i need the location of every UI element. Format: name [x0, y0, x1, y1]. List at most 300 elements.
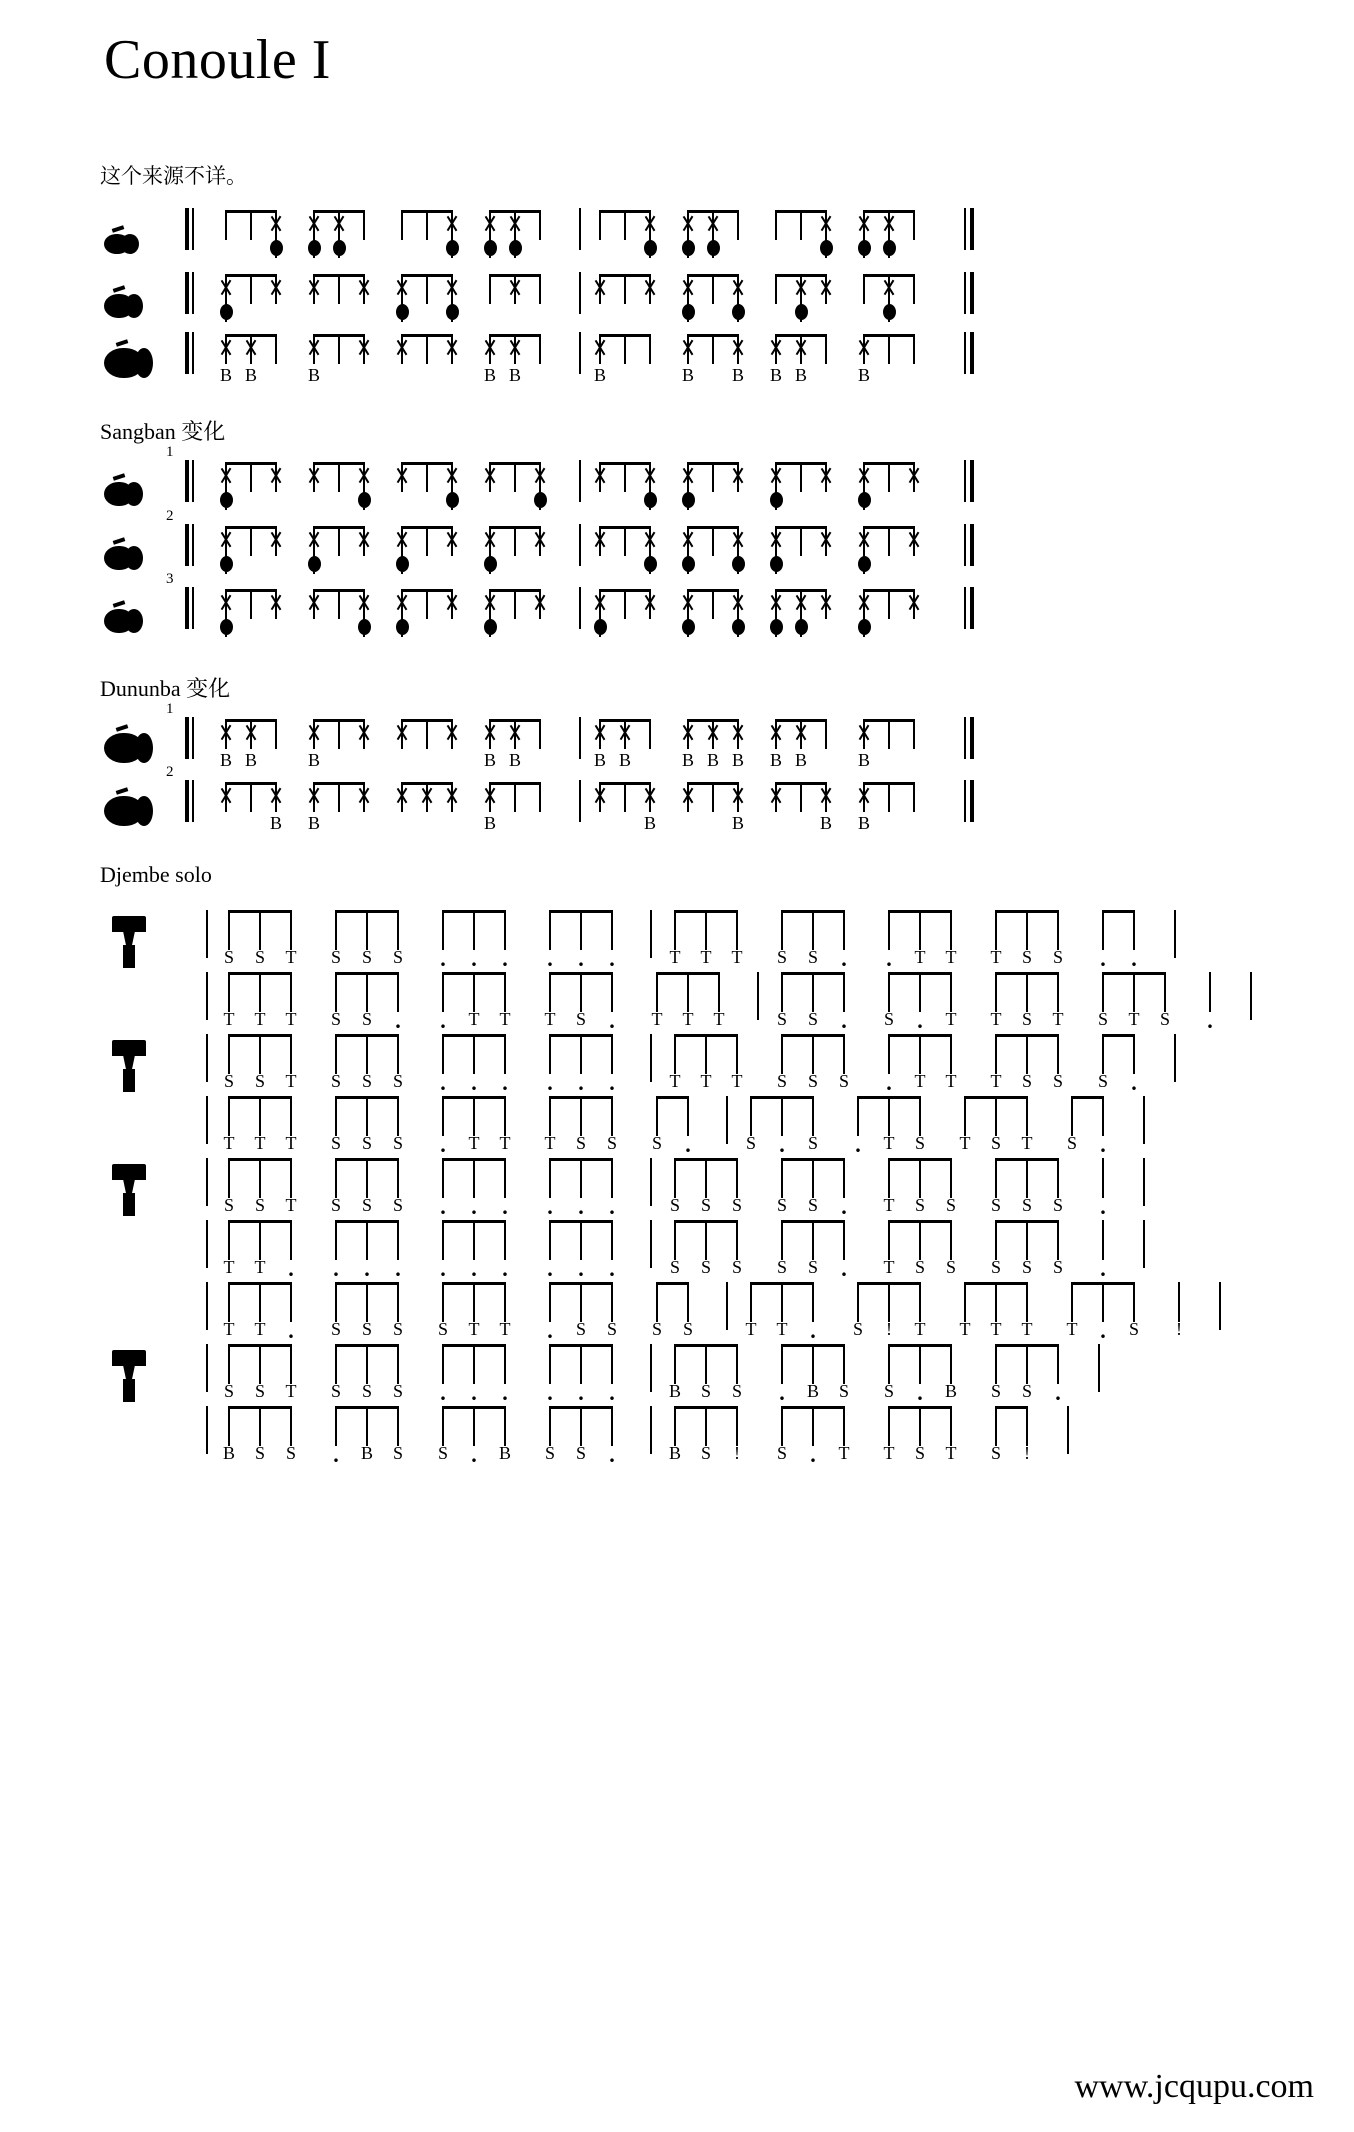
syllable: T [669, 1071, 681, 1091]
beam [656, 1096, 689, 1099]
stem [950, 1034, 952, 1074]
stem [624, 462, 626, 492]
stem [397, 1158, 399, 1198]
syllable: B [498, 1443, 511, 1463]
oval-notehead [220, 619, 233, 635]
stem [539, 334, 541, 364]
oval-notehead [396, 619, 409, 635]
syllable: B [593, 750, 606, 770]
stem [1133, 1282, 1135, 1322]
staff-row [0, 701, 1354, 771]
djembe-head [112, 916, 146, 932]
syllable: T [883, 1195, 895, 1215]
oval-notehead [682, 619, 695, 635]
stem [624, 274, 626, 304]
syllable: T [468, 1009, 480, 1029]
syllable: S [945, 1257, 956, 1277]
syllable: S [990, 1381, 1001, 1401]
stem [250, 210, 252, 240]
stem [1026, 1220, 1028, 1260]
syllable: S [731, 1381, 742, 1401]
syllable: . [440, 946, 446, 971]
stem [473, 1344, 475, 1384]
syllable: T [544, 1009, 556, 1029]
x-notehead [643, 788, 658, 803]
drum-head [121, 234, 139, 254]
syllable: B [681, 365, 694, 385]
syllable: . [471, 946, 477, 971]
system-barline [206, 972, 208, 1020]
x-notehead [395, 340, 410, 355]
stem [1102, 972, 1104, 1012]
repeat-end-barline-thin [964, 717, 966, 759]
syllable: B [769, 750, 782, 770]
stem [473, 1220, 475, 1260]
section-heading-djembe: Djembe solo [100, 862, 212, 887]
syllable: S [361, 1071, 372, 1091]
stem [812, 910, 814, 950]
syllable: T [1021, 1133, 1033, 1153]
stem [712, 589, 714, 619]
stem [250, 462, 252, 492]
stem [1071, 1096, 1073, 1136]
oval-notehead [770, 619, 783, 635]
syllable: . [547, 1318, 553, 1343]
oval-notehead [858, 556, 871, 572]
syllable: S [990, 1257, 1001, 1277]
stem [426, 719, 428, 749]
stem [1057, 1034, 1059, 1074]
stem [228, 1406, 230, 1446]
syllable: T [544, 1133, 556, 1153]
syllable: S [990, 1133, 1001, 1153]
stem [1057, 910, 1059, 950]
syllable: T [731, 947, 743, 967]
syllable: . [333, 1442, 339, 1467]
syllable: S [807, 1071, 818, 1091]
syllable: T [838, 1443, 850, 1463]
syllable: . [609, 1442, 615, 1467]
stem [366, 1282, 368, 1322]
instrument-glyph [104, 444, 174, 514]
x-notehead [857, 340, 872, 355]
drum-stick [113, 285, 126, 293]
syllable: S [776, 1443, 787, 1463]
syllable: S [1052, 1257, 1063, 1277]
system-barline [206, 1158, 208, 1206]
syllable: B [944, 1381, 957, 1401]
stem [919, 1406, 921, 1446]
stem [363, 210, 365, 240]
oval-notehead [446, 304, 459, 320]
oval-notehead [707, 240, 720, 256]
x-notehead [307, 788, 322, 803]
stem [366, 1034, 368, 1074]
stem [1071, 1282, 1073, 1322]
measure-barline [579, 272, 581, 314]
syllable: T [1052, 1009, 1064, 1029]
drum-head [135, 348, 153, 378]
x-notehead [269, 788, 284, 803]
syllable: B [508, 365, 521, 385]
stem [843, 1158, 845, 1198]
syllable: . [1100, 1132, 1106, 1157]
stem [338, 589, 340, 619]
stem [549, 1406, 551, 1446]
stem [781, 910, 783, 950]
x-notehead [357, 532, 372, 547]
syllable: S [945, 1195, 956, 1215]
syllable: T [651, 1009, 663, 1029]
syllable: S [914, 1443, 925, 1463]
measure-barline [579, 717, 581, 759]
stem [1026, 1282, 1028, 1322]
x-notehead [219, 788, 234, 803]
stem [843, 1344, 845, 1384]
x-notehead [244, 725, 259, 740]
stem [549, 1034, 551, 1074]
kenkeni-drum-icon [104, 220, 144, 254]
syllable: S [776, 1195, 787, 1215]
stem [259, 910, 261, 950]
stem [489, 274, 491, 304]
sangban-drum-icon [104, 532, 148, 570]
x-notehead [483, 340, 498, 355]
stem [913, 210, 915, 240]
stem [687, 1282, 689, 1322]
stem [290, 1034, 292, 1074]
syllable: B [857, 750, 870, 770]
syllable: . [440, 1008, 446, 1033]
stem [674, 1158, 676, 1198]
staff-row [0, 1394, 1354, 1468]
stem [580, 1158, 582, 1198]
oval-notehead [446, 240, 459, 256]
syllable: . [547, 946, 553, 971]
x-notehead [357, 340, 372, 355]
syllable: S [669, 1257, 680, 1277]
stem [1057, 1158, 1059, 1198]
syllable: S [285, 1443, 296, 1463]
syllable: S [606, 1133, 617, 1153]
stem [225, 210, 227, 240]
stem [674, 1034, 676, 1074]
syllable: B [483, 750, 496, 770]
stem [338, 719, 340, 749]
syllable: S [807, 1009, 818, 1029]
stem [442, 1158, 444, 1198]
syllable: T [700, 947, 712, 967]
stem [611, 1158, 613, 1198]
repeat-end-barline [970, 460, 974, 502]
stem [290, 1158, 292, 1198]
oval-notehead [396, 556, 409, 572]
syllable: B [219, 365, 232, 385]
syllable: S [1052, 1195, 1063, 1215]
syllable: S [838, 1381, 849, 1401]
stem [290, 972, 292, 1012]
syllable: S [990, 1443, 1001, 1463]
website-url: www.jcqupu.com [1074, 2068, 1314, 2105]
syllable: T [285, 1133, 297, 1153]
syllable: S [914, 1133, 925, 1153]
stem [1209, 972, 1211, 1012]
stem [995, 1034, 997, 1074]
syllable: B [222, 1443, 235, 1463]
syllable: . [547, 1256, 553, 1281]
syllable: B [857, 365, 870, 385]
stem [426, 210, 428, 240]
stem [259, 1034, 261, 1074]
drum-head [135, 796, 153, 826]
syllable: B [731, 750, 744, 770]
stem [913, 334, 915, 364]
stem [843, 1220, 845, 1260]
measure-barline [757, 972, 759, 1020]
x-notehead [269, 532, 284, 547]
syllable: . [886, 1070, 892, 1095]
x-notehead [307, 280, 322, 295]
syllable: S [651, 1319, 662, 1339]
syllable: . [609, 1070, 615, 1095]
syllable: S [700, 1443, 711, 1463]
syllable: . [578, 946, 584, 971]
syllable: B [593, 365, 606, 385]
stem [442, 1282, 444, 1322]
staff-row [0, 444, 1354, 514]
syllable: S [776, 947, 787, 967]
stem [397, 1096, 399, 1136]
stem [611, 1220, 613, 1260]
stem [1178, 1282, 1180, 1322]
stem [275, 334, 277, 364]
system-end-barline [1143, 1220, 1145, 1268]
stem [919, 1220, 921, 1260]
repeat-end-barline [970, 332, 974, 374]
stem [737, 210, 739, 240]
repeat-end-barline-thin [964, 208, 966, 250]
stem [580, 1406, 582, 1446]
syllable: B [731, 365, 744, 385]
syllable: S [1097, 1009, 1108, 1029]
syllable: S [361, 1381, 372, 1401]
stem [504, 1096, 506, 1136]
syllable: . [779, 1380, 785, 1405]
syllable: T [1128, 1009, 1140, 1029]
syllable: S [682, 1319, 693, 1339]
oval-notehead [732, 619, 745, 635]
oval-notehead [446, 492, 459, 508]
stem [750, 1282, 752, 1322]
syllable: S [361, 947, 372, 967]
stem [335, 1282, 337, 1322]
oval-notehead [396, 304, 409, 320]
stem [514, 462, 516, 492]
syllable: . [841, 1194, 847, 1219]
stem [624, 210, 626, 240]
stem [649, 334, 651, 364]
x-notehead [269, 468, 284, 483]
x-notehead [508, 340, 523, 355]
stem [812, 1158, 814, 1198]
stem [857, 1096, 859, 1136]
syllable: . [395, 1008, 401, 1033]
syllable: S [990, 1195, 1001, 1215]
beam [1102, 910, 1135, 913]
syllable: S [807, 1133, 818, 1153]
oval-notehead [682, 304, 695, 320]
stem [964, 1282, 966, 1322]
syllable: B [731, 813, 744, 833]
measure-barline [579, 587, 581, 629]
x-notehead [794, 725, 809, 740]
stem [504, 1344, 506, 1384]
syllable: T [990, 1071, 1002, 1091]
stem [366, 1406, 368, 1446]
syllable: . [440, 1194, 446, 1219]
stem [580, 910, 582, 950]
oval-notehead [484, 240, 497, 256]
drum-head [135, 733, 153, 763]
stem [913, 274, 915, 304]
syllable: S [883, 1009, 894, 1029]
stem [888, 1158, 890, 1198]
syllable: S [330, 1009, 341, 1029]
stem [473, 1158, 475, 1198]
repeat-end-barline-thin [964, 460, 966, 502]
x-notehead [593, 340, 608, 355]
stem [473, 910, 475, 950]
x-notehead [731, 340, 746, 355]
stem [888, 334, 890, 364]
stem [259, 972, 261, 1012]
stem [335, 1158, 337, 1198]
syllable: S [392, 1319, 403, 1339]
x-notehead [307, 340, 322, 355]
oval-notehead [644, 492, 657, 508]
syllable: B [360, 1443, 373, 1463]
syllable: . [1131, 946, 1137, 971]
x-notehead [819, 788, 834, 803]
x-notehead [819, 280, 834, 295]
stem [888, 910, 890, 950]
stem [781, 1034, 783, 1074]
stem [656, 1282, 658, 1322]
syllable: T [669, 947, 681, 967]
stem [539, 719, 541, 749]
syllable: T [468, 1133, 480, 1153]
syllable: T [914, 947, 926, 967]
stem [1026, 1158, 1028, 1198]
system-end-barline [1067, 1406, 1069, 1454]
syllable: T [990, 1319, 1002, 1339]
repeat-start-barline-thin [192, 460, 194, 502]
staff-row [0, 196, 1354, 262]
source-note: 这个来源不详。 [100, 164, 247, 188]
stem [950, 1344, 952, 1384]
syllable: T [223, 1257, 235, 1277]
x-notehead [819, 532, 834, 547]
repeat-start-barline-thin [192, 587, 194, 629]
syllable: S [330, 1195, 341, 1215]
syllable: . [502, 1256, 508, 1281]
stem [888, 719, 890, 749]
instrument-glyph [104, 320, 170, 386]
drum-stick [116, 339, 129, 347]
stem [736, 1406, 738, 1446]
oval-notehead [858, 619, 871, 635]
stem [275, 719, 277, 749]
system-end-barline [1219, 1282, 1221, 1330]
staff-row [0, 764, 1354, 834]
stem [473, 972, 475, 1012]
instrument-glyph [104, 764, 174, 834]
syllable: B [794, 750, 807, 770]
stem [473, 1096, 475, 1136]
stem [290, 1406, 292, 1446]
stem [1102, 1096, 1104, 1136]
syllable: S [1052, 947, 1063, 967]
syllable: . [841, 1256, 847, 1281]
stem [705, 1406, 707, 1446]
dununba-drum-icon [104, 782, 158, 826]
stem [228, 1034, 230, 1074]
stem [228, 1096, 230, 1136]
syllable: ! [1176, 1319, 1182, 1339]
repeat-start-barline [185, 332, 189, 374]
syllable: S [1128, 1319, 1139, 1339]
stem [442, 1096, 444, 1136]
measure-barline [650, 1344, 652, 1392]
stem [426, 274, 428, 304]
syllable: . [1055, 1380, 1061, 1405]
stem [624, 589, 626, 619]
stem [290, 1344, 292, 1384]
stem [950, 1220, 952, 1260]
syllable: . [1207, 1008, 1213, 1033]
syllable: S [575, 1319, 586, 1339]
stem [442, 972, 444, 1012]
stem [712, 274, 714, 304]
beam [995, 1406, 1028, 1409]
oval-notehead [308, 240, 321, 256]
stem [825, 719, 827, 749]
x-notehead [395, 468, 410, 483]
syllable: S [361, 1319, 372, 1339]
stem [888, 972, 890, 1012]
syllable: S [776, 1009, 787, 1029]
syllable: B [819, 813, 832, 833]
stem [781, 1344, 783, 1384]
syllable: . [395, 1256, 401, 1281]
syllable: T [254, 1133, 266, 1153]
stem [611, 1282, 613, 1322]
instrument-glyph [104, 571, 174, 641]
syllable: . [917, 1008, 923, 1033]
syllable: B [769, 365, 782, 385]
stem [504, 1406, 506, 1446]
stem [736, 910, 738, 950]
stem [1026, 910, 1028, 950]
stem [599, 210, 601, 240]
stem [338, 274, 340, 304]
stem [624, 782, 626, 812]
instrument-glyph [104, 508, 174, 578]
oval-notehead [644, 240, 657, 256]
syllable: S [1021, 1257, 1032, 1277]
x-notehead [445, 532, 460, 547]
syllable: T [731, 1071, 743, 1091]
